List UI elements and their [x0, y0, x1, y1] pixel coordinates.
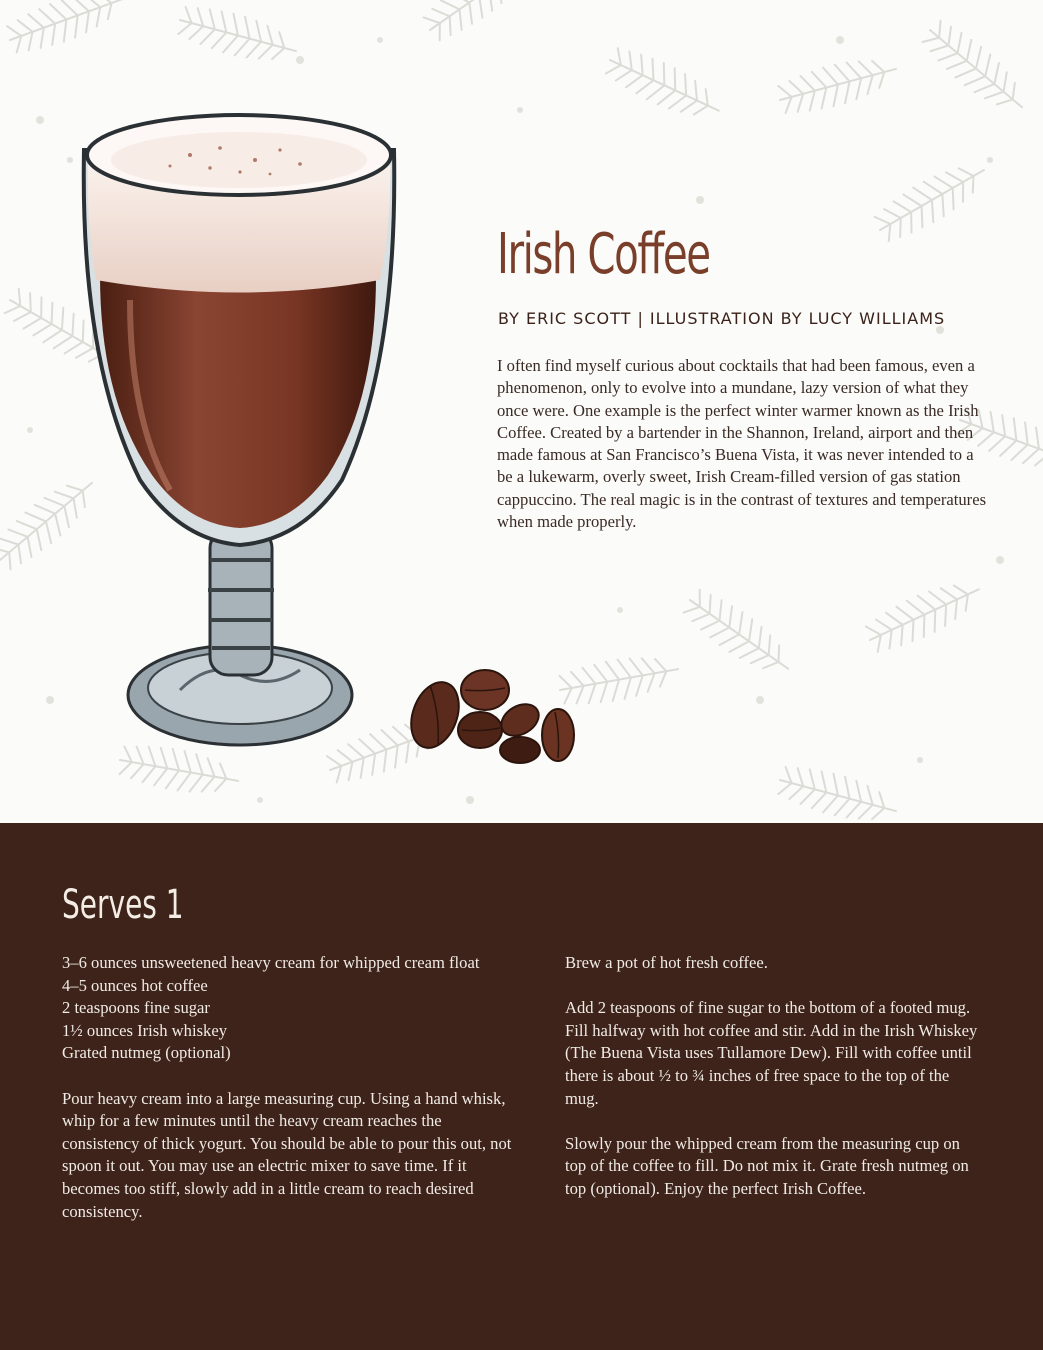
spacer — [565, 975, 985, 998]
spacer — [565, 1110, 985, 1133]
ingredient-item: Grated nutmeg (optional) — [62, 1043, 231, 1063]
step-prepare-mug: Add 2 teaspoons of fine sugar to the bottom of a footed mug. Fill halfway with hot coffee and stir. Add in the Irish Whiskey (The Buena Vista uses Tullamore Dew). Fill with coffee until there is about ½ to ¾ inches of free space to the top of the mug. — [565, 998, 978, 1108]
page-title: Irish Coffee — [497, 222, 710, 287]
ingredient-item: 4–5 ounces hot coffee — [62, 975, 208, 995]
ingredient-item: 2 teaspoons fine sugar — [62, 998, 210, 1018]
byline: BY ERIC SCOTT | ILLUSTRATION BY LUCY WILLIAMS — [498, 309, 946, 328]
step-whip-cream: Pour heavy cream into a large measuring cup. Using a hand whisk, whip for a few minutes until the heavy cream reaches the consistency of thick yogurt. You should be able to pour this out, not spoon it out. You may use an electric mixer to save time. If it becomes too stiff, slowly add in a little cream to reach desired consistency. — [62, 1088, 512, 1221]
step-float-cream: Slowly pour the whipped cream from the measuring cup on top of the coffee to fill. Do not mix it. Grate fresh nutmeg on top (optional). Enjoy the perfect Irish Coffee. — [565, 1133, 969, 1198]
intro-paragraph: I often find myself curious about cocktails that had been famous, even a phenomenon, only to evolve into a mundane, lazy version of what they once were. One example is the perfect winter warmer known as the Irish Coffee. Created by a bartender in the Shannon, Ireland, airport and then made famous at San Francisco’s Buena Vista, it was never intended to a be a lukewarm, overly sweet, Irish Cream-filled version of gas station cappuccino. The real magic is in the contrast of textures and temperatures when made properly. — [497, 356, 987, 532]
serves-heading: Serves 1 — [62, 882, 184, 928]
ingredient-item: 1½ ounces Irish whiskey — [62, 1020, 227, 1040]
recipe-left-column — [62, 952, 522, 1223]
coffee-beans-illustration — [400, 660, 590, 770]
spacer — [62, 1065, 522, 1088]
ingredient-item: 3–6 ounces unsweetened heavy cream for whipped cream float — [62, 953, 480, 972]
recipe-right-column — [565, 952, 985, 1201]
step-brew-coffee: Brew a pot of hot fresh coffee. — [565, 953, 768, 972]
